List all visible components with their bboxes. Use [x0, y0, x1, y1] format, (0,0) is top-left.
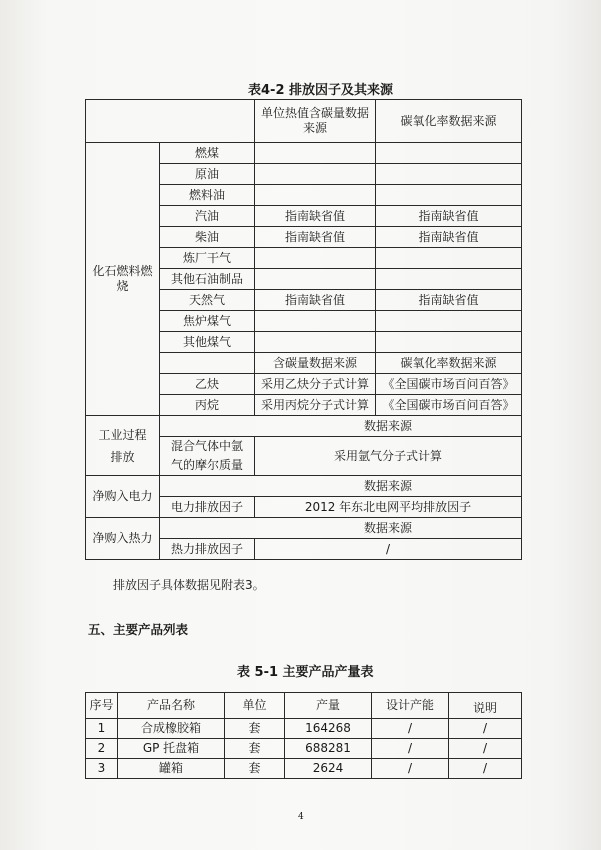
fossil-category: 化石燃料燃烧: [86, 143, 160, 416]
cell-output: 2624: [285, 759, 372, 779]
src1: [255, 164, 376, 185]
section-title: 五、主要产品列表: [88, 622, 189, 637]
fuel-name: 其他煤气: [160, 332, 255, 353]
emission-factor-table: [85, 99, 522, 560]
fuel-name: 原油: [160, 164, 255, 185]
src2: 指南缺省值: [376, 290, 522, 311]
src2: [376, 311, 522, 332]
src2: 《全国碳市场百问百答》: [376, 395, 522, 416]
src1: [255, 332, 376, 353]
header-carbon-content-source: 单位热值含碳量数据来源: [255, 100, 376, 143]
cell-unit: 套: [225, 719, 285, 739]
fuel-name: 丙烷: [160, 395, 255, 416]
subheader-carbon-content-source: 含碳量数据来源: [255, 353, 376, 374]
table-row: [86, 416, 522, 437]
table-row: [86, 719, 522, 739]
fuel-name: 天然气: [160, 290, 255, 311]
heat-item: 热力排放因子: [160, 539, 255, 560]
src1: [255, 143, 376, 164]
table-row: [86, 759, 522, 779]
src1: 采用乙炔分子式计算: [255, 374, 376, 395]
fuel-name: 焦炉煤气: [160, 311, 255, 332]
electricity-category: 净购入电力: [86, 476, 160, 518]
cell-design-capacity: /: [372, 739, 449, 759]
fuel-name: 燃料油: [160, 185, 255, 206]
cell-output: 688281: [285, 739, 372, 759]
src2: [376, 332, 522, 353]
heat-value: /: [255, 539, 522, 560]
electricity-header: 数据来源: [160, 476, 522, 497]
src2: [376, 164, 522, 185]
cell-unit: 套: [225, 739, 285, 759]
src2: [376, 248, 522, 269]
src2: [376, 269, 522, 290]
src1: [255, 185, 376, 206]
subheader-empty: [160, 353, 255, 374]
table-header-row: [86, 693, 522, 719]
industrial-item: 混合气体中氩气的摩尔质量: [160, 437, 255, 476]
header-product-name: 产品名称: [118, 693, 225, 719]
src1: [255, 248, 376, 269]
src1: [255, 311, 376, 332]
subheader-oxidation-source: 碳氧化率数据来源: [376, 353, 522, 374]
src2: 《全国碳市场百问百答》: [376, 374, 522, 395]
table2-caption: 表 5-1 主要产品产量表: [237, 665, 374, 680]
cell-product-name: 合成橡胶箱: [118, 719, 225, 739]
src1: 指南缺省值: [255, 290, 376, 311]
product-table: [85, 692, 522, 779]
page-number: 4: [298, 812, 304, 822]
cell-remarks: /: [449, 739, 522, 759]
src1: 采用丙烷分子式计算: [255, 395, 376, 416]
src2: [376, 185, 522, 206]
note-text: 排放因子具体数据见附表3。: [113, 578, 265, 592]
header-index: 序号: [86, 693, 118, 719]
table-row: [86, 739, 522, 759]
cell-index: 3: [86, 759, 118, 779]
src2: 指南缺省值: [376, 227, 522, 248]
table1-caption: 表4-2 排放因子及其来源: [248, 83, 394, 98]
cell-output: 164268: [285, 719, 372, 739]
electricity-item: 电力排放因子: [160, 497, 255, 518]
cell-index: 1: [86, 719, 118, 739]
table-row: [86, 143, 522, 164]
cell-product-name: 罐箱: [118, 759, 225, 779]
src1: 指南缺省值: [255, 206, 376, 227]
heat-header: 数据来源: [160, 518, 522, 539]
header-empty: [86, 100, 255, 143]
table-row: [86, 518, 522, 539]
cell-remarks: /: [449, 719, 522, 739]
electricity-value: 2012 年东北电网平均排放因子: [255, 497, 522, 518]
fuel-name: 燃煤: [160, 143, 255, 164]
fuel-name: 其他石油制品: [160, 269, 255, 290]
cell-unit: 套: [225, 759, 285, 779]
fuel-name: 乙炔: [160, 374, 255, 395]
cell-design-capacity: /: [372, 759, 449, 779]
src1: [255, 269, 376, 290]
cell-design-capacity: /: [372, 719, 449, 739]
src2: [376, 143, 522, 164]
fuel-name: 柴油: [160, 227, 255, 248]
header-design-capacity: 设计产能: [372, 693, 449, 719]
header-output: 产量: [285, 693, 372, 719]
src2: 指南缺省值: [376, 206, 522, 227]
table-header-row: [86, 100, 522, 143]
src1: 指南缺省值: [255, 227, 376, 248]
cell-product-name: GP 托盘箱: [118, 739, 225, 759]
header-oxidation-source: 碳氧化率数据来源: [376, 100, 522, 143]
fuel-name: 汽油: [160, 206, 255, 227]
heat-category: 净购入热力: [86, 518, 160, 560]
cell-remarks: /: [449, 759, 522, 779]
header-unit: 单位: [225, 693, 285, 719]
header-remarks: 说明: [449, 693, 522, 719]
industrial-category: 工业过程排放: [86, 416, 160, 476]
table-row: [86, 476, 522, 497]
industrial-value: 采用氩气分子式计算: [255, 437, 522, 476]
fuel-name: 炼厂干气: [160, 248, 255, 269]
cell-index: 2: [86, 739, 118, 759]
industrial-header: 数据来源: [160, 416, 522, 437]
